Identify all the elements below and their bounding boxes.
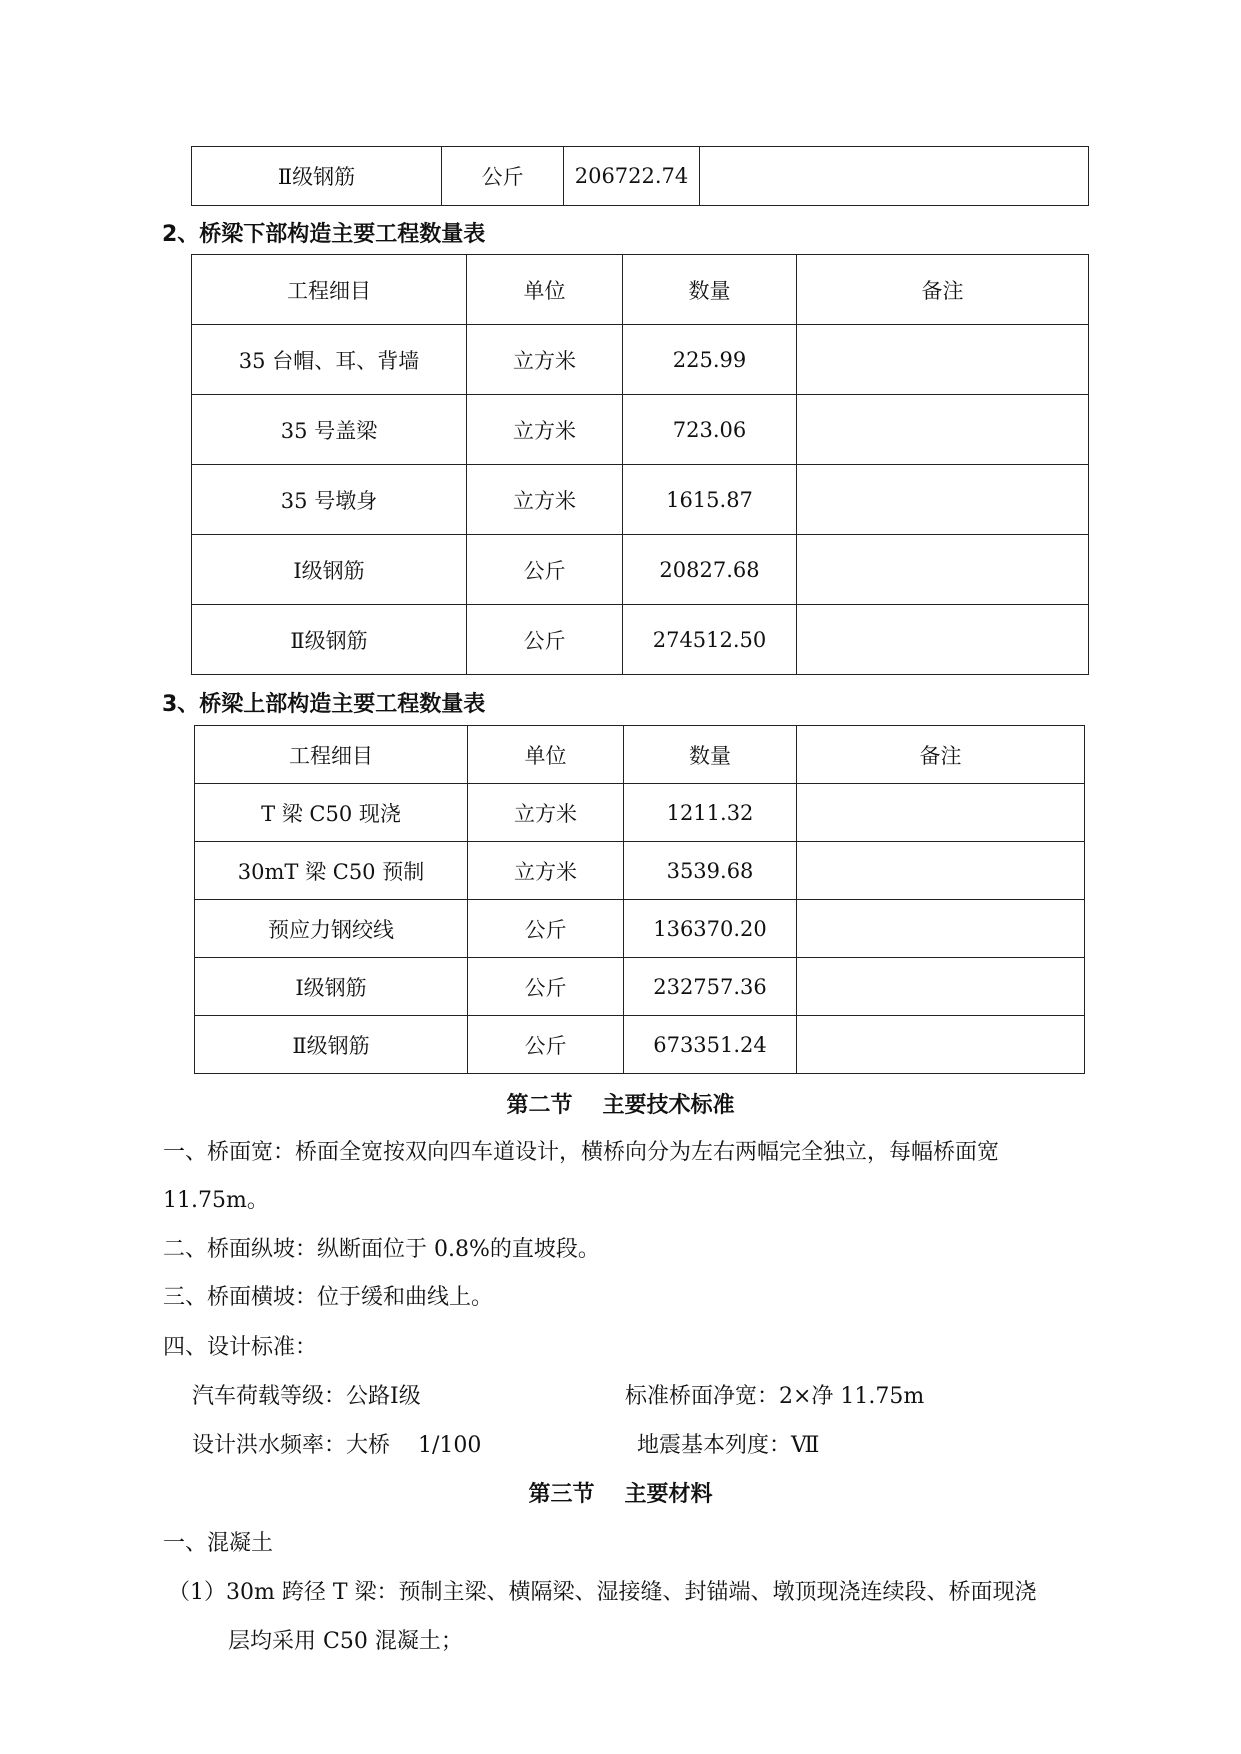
table-cell: 1615.87 <box>623 465 797 535</box>
column-header: 单位 <box>467 255 623 325</box>
table-cell: 30mT 梁 C50 预制 <box>195 842 468 900</box>
table-cell: 35 号墩身 <box>192 465 467 535</box>
table-cell <box>700 147 1089 206</box>
table-row <box>192 325 1089 395</box>
table-cell: 206722.74 <box>564 147 700 206</box>
table-cell <box>797 784 1085 842</box>
column-header: 数量 <box>624 726 797 784</box>
table-cell: Ⅰ级钢筋 <box>192 535 467 605</box>
table-row <box>195 842 1085 900</box>
table-cell: Ⅰ级钢筋 <box>195 958 468 1016</box>
table2-heading: 3、桥梁上部构造主要工程数量表 <box>162 692 486 717</box>
table-cell <box>797 1016 1085 1074</box>
table-row <box>195 1016 1085 1074</box>
table-cell: 立方米 <box>468 784 624 842</box>
table-row <box>195 784 1085 842</box>
table-cell: 1211.32 <box>624 784 797 842</box>
table-cell: 35 台帽、耳、背墙 <box>192 325 467 395</box>
section2-title <box>0 1088 1241 1119</box>
table-cell: 274512.50 <box>623 605 797 675</box>
table-cell: 3539.68 <box>624 842 797 900</box>
column-header: 工程细目 <box>192 255 467 325</box>
table-row <box>192 147 1089 206</box>
table-cell: 公斤 <box>468 958 624 1016</box>
paragraph: （1）30m 跨径 T 梁：预制主梁、横隔梁、湿接缝、封锚端、墩顶现浇连续段、桥面现浇 <box>168 1580 1037 1605</box>
section-title-text: 主要技术标准 <box>602 1093 735 1118</box>
table-cell <box>797 325 1089 395</box>
table-header-row <box>192 255 1089 325</box>
table-cell: 公斤 <box>467 605 623 675</box>
paragraph: 11.75m。 <box>163 1188 269 1213</box>
table-header-row <box>195 726 1085 784</box>
column-header: 数量 <box>623 255 797 325</box>
section-title-text: 主要材料 <box>624 1482 713 1507</box>
table-cell: 225.99 <box>623 325 797 395</box>
table-cell: 673351.24 <box>624 1016 797 1074</box>
standard-load: 汽车荷载等级：公路Ⅰ级 <box>192 1384 421 1409</box>
table-cell <box>797 605 1089 675</box>
table-row <box>195 900 1085 958</box>
paragraph: 三、桥面横坡：位于缓和曲线上。 <box>163 1285 494 1310</box>
table-cell <box>797 535 1089 605</box>
table-cell: 预应力钢绞线 <box>195 900 468 958</box>
table-cell: 立方米 <box>467 325 623 395</box>
paragraph: 二、桥面纵坡：纵断面位于 0.8%的直坡段。 <box>163 1237 600 1262</box>
table-cell: 723.06 <box>623 395 797 465</box>
table-cell: 立方米 <box>467 465 623 535</box>
substructure-table <box>191 254 1089 675</box>
table-cell: 136370.20 <box>624 900 797 958</box>
table-cell <box>797 958 1085 1016</box>
section3-title <box>0 1477 1241 1508</box>
table-cell: 232757.36 <box>624 958 797 1016</box>
standard-width: 标准桥面净宽：2×净 11.75m <box>625 1384 925 1409</box>
table-cell: 35 号盖梁 <box>192 395 467 465</box>
table-row <box>192 605 1089 675</box>
column-header: 备注 <box>797 726 1085 784</box>
superstructure-table <box>194 725 1085 1074</box>
section-number: 第二节 <box>506 1093 573 1118</box>
table-continued <box>191 146 1089 206</box>
table-cell <box>797 842 1085 900</box>
paragraph: 一、混凝土 <box>163 1531 274 1556</box>
table-cell: 公斤 <box>468 900 624 958</box>
column-header: 备注 <box>797 255 1089 325</box>
table-cell <box>797 395 1089 465</box>
table-cell: Ⅱ级钢筋 <box>192 605 467 675</box>
standard-seismic: 地震基本列度：Ⅶ <box>637 1433 820 1458</box>
table-cell: T 梁 C50 现浇 <box>195 784 468 842</box>
table-row <box>192 465 1089 535</box>
section-number: 第三节 <box>528 1482 595 1507</box>
column-header: 工程细目 <box>195 726 468 784</box>
table-row <box>192 535 1089 605</box>
paragraph: 一、桥面宽：桥面全宽按双向四车道设计，横桥向分为左右两幅完全独立，每幅桥面宽 <box>163 1140 1000 1165</box>
table-cell: 立方米 <box>468 842 624 900</box>
table-cell <box>797 900 1085 958</box>
table-row <box>192 395 1089 465</box>
table-cell: 立方米 <box>467 395 623 465</box>
paragraph: 层均采用 C50 混凝土； <box>228 1629 463 1654</box>
paragraph: 四、设计标准： <box>163 1335 318 1360</box>
table1-heading: 2、桥梁下部构造主要工程数量表 <box>162 222 486 247</box>
table-cell: Ⅱ级钢筋 <box>192 147 442 206</box>
table-cell: 20827.68 <box>623 535 797 605</box>
table-cell <box>797 465 1089 535</box>
table-cell: Ⅱ级钢筋 <box>195 1016 468 1074</box>
table-row <box>195 958 1085 1016</box>
column-header: 单位 <box>468 726 624 784</box>
table-cell: 公斤 <box>442 147 564 206</box>
table-cell: 公斤 <box>468 1016 624 1074</box>
table-cell: 公斤 <box>467 535 623 605</box>
standard-flood: 设计洪水频率：大桥 1/100 <box>192 1433 482 1458</box>
